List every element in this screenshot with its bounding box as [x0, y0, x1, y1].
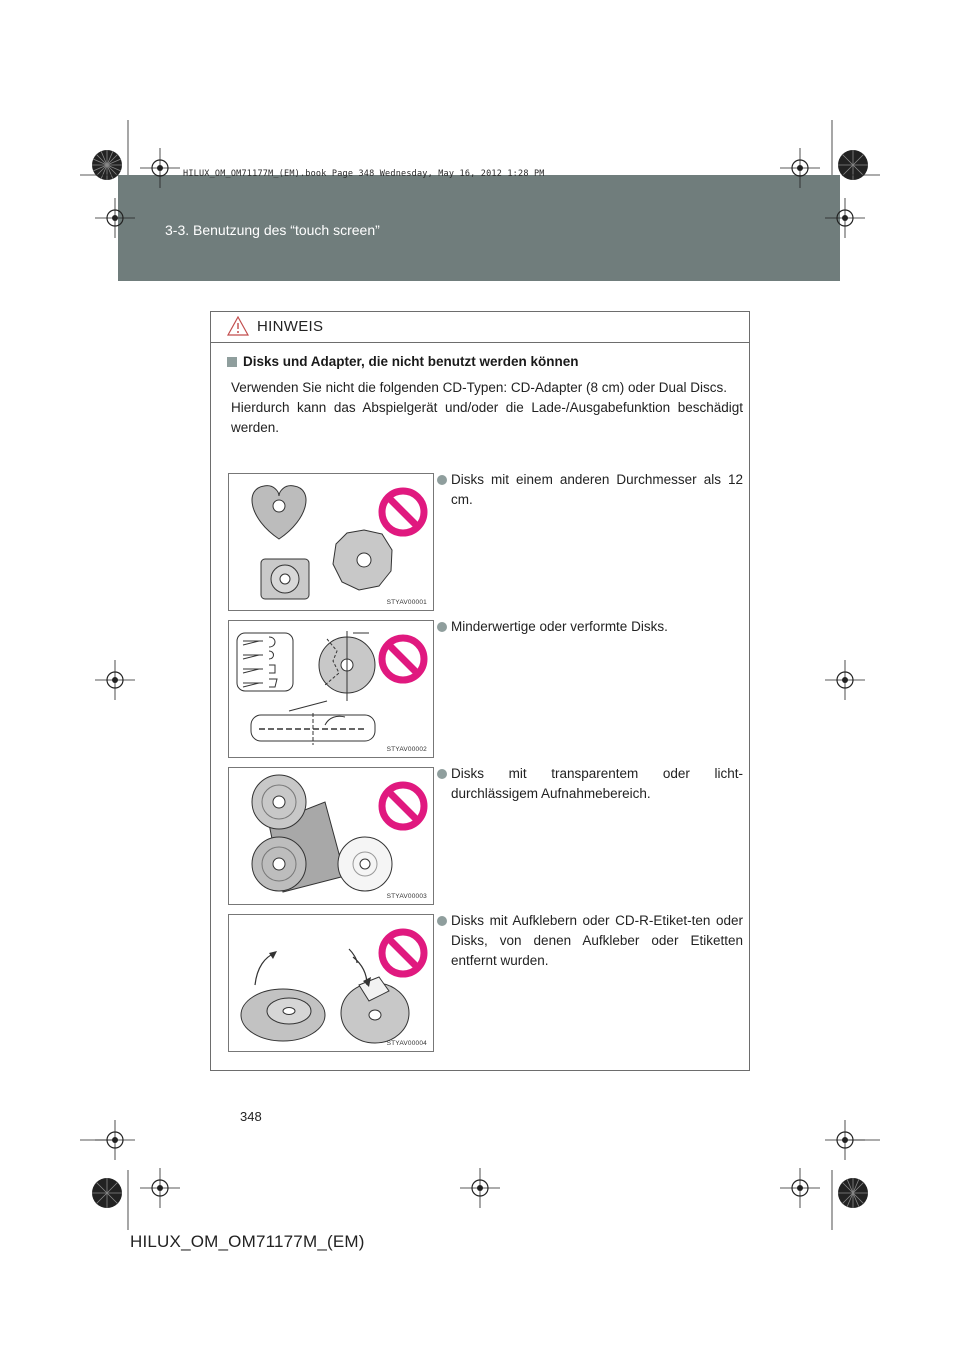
- notice-title: HINWEIS: [257, 318, 324, 335]
- list-item: [451, 470, 743, 510]
- prohibited-icon: [377, 927, 429, 979]
- list-item-text: Disks mit Aufklebern oder CD-R-Etiket-ten oder Disks, von denen Aufkleber oder Etiketten entfernt wurden.: [451, 913, 743, 968]
- list-item: [451, 617, 743, 637]
- figure-code: STYAV00003: [386, 893, 427, 900]
- section-heading: [227, 354, 579, 369]
- prohibited-icon: [377, 780, 429, 832]
- list-item: [451, 764, 743, 804]
- figure-panel-sticker-disc: [228, 914, 434, 1052]
- intro-paragraph: Hierdurch kann das Abspielgerät und/oder die Lade-/Ausgabefunktion beschädigt werden.: [231, 400, 743, 435]
- intro-paragraph: Verwenden Sie nicht die folgenden CD-Typen: CD-Adapter (8 cm) oder Dual Discs.: [231, 380, 727, 395]
- page-number: 348: [240, 1109, 262, 1124]
- intro-text: [231, 378, 743, 438]
- list-item-text: Disks mit einem anderen Durchmesser als 12 cm.: [451, 472, 743, 507]
- prohibited-icon: [377, 486, 429, 538]
- list-item-text: Disks mit transparentem oder licht-durchlässigem Aufnahmebereich.: [451, 766, 743, 801]
- figure-code: STYAV00001: [386, 599, 427, 606]
- section-heading-text: Disks und Adapter, die nicht benutzt werden können: [243, 354, 579, 369]
- figure-code: STYAV00004: [386, 1040, 427, 1047]
- figure-panel-transparent-disc: [228, 767, 434, 905]
- notice-box: [210, 311, 750, 1071]
- list-item-text: Minderwertige oder verformte Disks.: [451, 619, 668, 634]
- figure-code: STYAV00002: [386, 746, 427, 753]
- round-bullet-icon: [437, 475, 447, 485]
- list-item: [451, 911, 743, 971]
- book-stamp: HILUX_OM_OM71177M_(EM).book Page 348 Wednesday, May 16, 2012 1:28 PM: [183, 169, 545, 179]
- round-bullet-icon: [437, 622, 447, 632]
- warning-triangle-icon: [227, 316, 249, 336]
- figure-panel-wrong-diameter: [228, 473, 434, 611]
- round-bullet-icon: [437, 916, 447, 926]
- figure-panel-deformed-disc: [228, 620, 434, 758]
- notice-header: [211, 312, 749, 343]
- square-bullet-icon: [227, 357, 237, 367]
- prohibited-icon: [377, 633, 429, 685]
- footer-document-ref: HILUX_OM_OM71177M_(EM): [130, 1232, 365, 1251]
- round-bullet-icon: [437, 769, 447, 779]
- section-title: 3-3. Benutzung des “touch screen”: [165, 222, 380, 238]
